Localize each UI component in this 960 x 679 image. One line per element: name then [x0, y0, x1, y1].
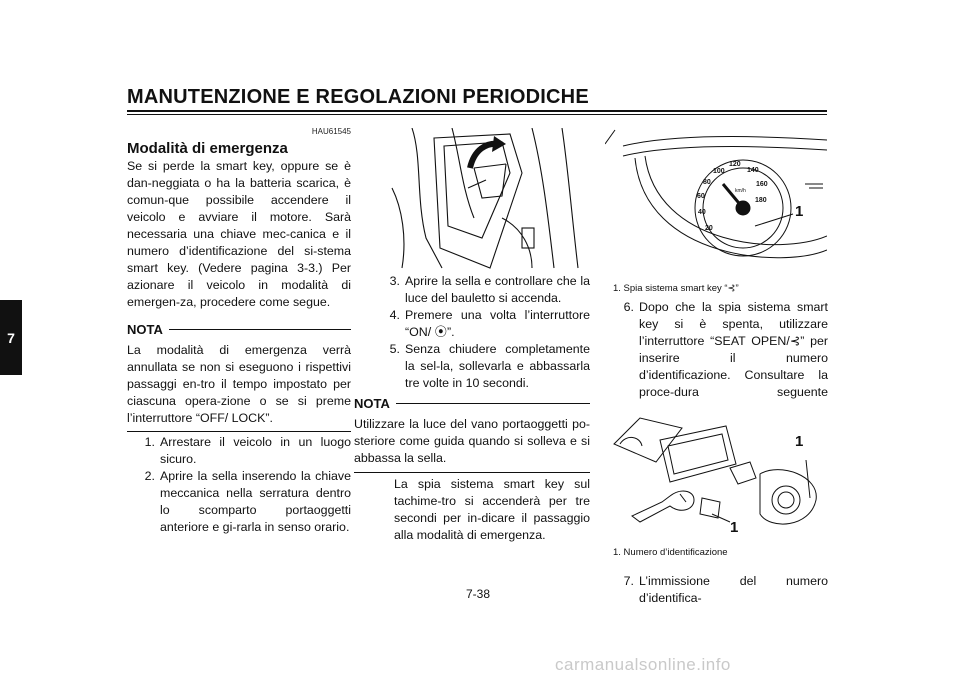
- nota-heading: [354, 395, 590, 412]
- nota-text: Utilizzare la luce del vano portaoggetti po-steriore come guida quando si solleva e si abbassa la sella.: [354, 417, 590, 465]
- gauge-label: 60: [697, 193, 705, 200]
- left-column: [127, 123, 351, 536]
- header-rule: [127, 110, 827, 112]
- list-item: 7. L’immissione del numero d’identifica-: [623, 574, 828, 605]
- section-code: HAU61545: [311, 127, 351, 136]
- middle-column: [378, 273, 590, 392]
- note-text: La spia sistema smart key sul tachime-tro si accenderà per tre secondi per in-dicare il passaggio alla modalità di emergenza.: [394, 477, 590, 542]
- list-item: 6. Dopo che la spia sistema smart key si è spenta, utilizzare l’interruttore “SEAT OPEN/⊰” per inserire il numero d’identificazione. Consultare la proce-dura seguente: [623, 300, 828, 399]
- figure-caption: 1. Spia sistema smart key “⊰”: [613, 283, 739, 294]
- nota-rule: [127, 431, 351, 432]
- figure-callout: 1: [730, 519, 739, 536]
- page-number: 7-38: [466, 587, 491, 601]
- intro-paragraph: Se si perde la smart key, oppure se è dan-neggiata o ha la batteria scarica, è comun-que possibile accendere il veicolo e avviare il motore. Sarà necessaria una chiave mec-canica e il numero d’identificazione del si-stema smart key. (Vedere pagina 3-3.) Per azionare il veicolo in modalità di emergen-za, procedere come segue.: [127, 159, 351, 309]
- figure-caption: 1. Numero d’identificazione: [613, 547, 728, 558]
- header-rule-thin: [127, 114, 827, 115]
- gauge-label: 40: [698, 209, 706, 216]
- list-item: 1. Arrestare il veicolo in un luogo sicuro.: [144, 435, 351, 466]
- speedometer-illustration: [605, 126, 827, 274]
- gauge-label: 80: [703, 179, 711, 186]
- list-item: 2. Aprire la sella inserendo la chiave meccanica nella serratura dentro lo scomparto portaoggetti anteriore e gi-rarla in senso orario.: [144, 469, 351, 534]
- middle-steps: [378, 273, 590, 392]
- section-title: Modalità di emergenza: [127, 140, 288, 157]
- nota-label: NOTA: [354, 396, 390, 411]
- list-item: 4. Premere una volta l’interruttore “ON/ ⦿”.: [389, 308, 590, 339]
- seat-lock-illustration: [382, 128, 590, 270]
- smart-key-illustration: [610, 404, 828, 542]
- gauge-label: 100: [713, 168, 725, 175]
- middle-nota-block: [354, 395, 590, 544]
- figure-callout: 1: [795, 203, 804, 220]
- nota-text: La modalità di emergenza verrà annullata se non si eseguono i rispettivi passaggi en-tro il tempo impostato per ciascuna opera-zione o se si preme l’interruttore “OFF/ LOCK”.: [127, 343, 351, 425]
- gauge-label: 120: [729, 161, 741, 168]
- page-header-title: MANUTENZIONE E REGOLAZIONI PERIODICHE: [127, 86, 589, 108]
- right-steps: [612, 573, 828, 607]
- chapter-tab: 7: [0, 300, 22, 375]
- gauge-label: 180: [755, 197, 767, 204]
- nota-label: NOTA: [127, 322, 163, 337]
- nota-rule: [354, 472, 590, 473]
- left-steps: [127, 434, 351, 536]
- gauge-unit: km/h: [735, 188, 746, 194]
- list-item: 5. Senza chiudere completamente la sel-la, sollevarla e abbassarla tre volte in 10 secondi.: [389, 342, 590, 390]
- gauge-label: 20: [705, 225, 713, 232]
- gauge-label: 140: [747, 167, 759, 174]
- list-item: 3. Aprire la sella e controllare che la luce del bauletto si accenda.: [389, 274, 590, 305]
- watermark-text: carmanualsonline.info: [555, 655, 731, 674]
- figure-callout: 1: [795, 433, 804, 450]
- right-step-7: [612, 573, 828, 607]
- gauge-label: 160: [756, 181, 768, 188]
- nota-heading: [127, 321, 351, 338]
